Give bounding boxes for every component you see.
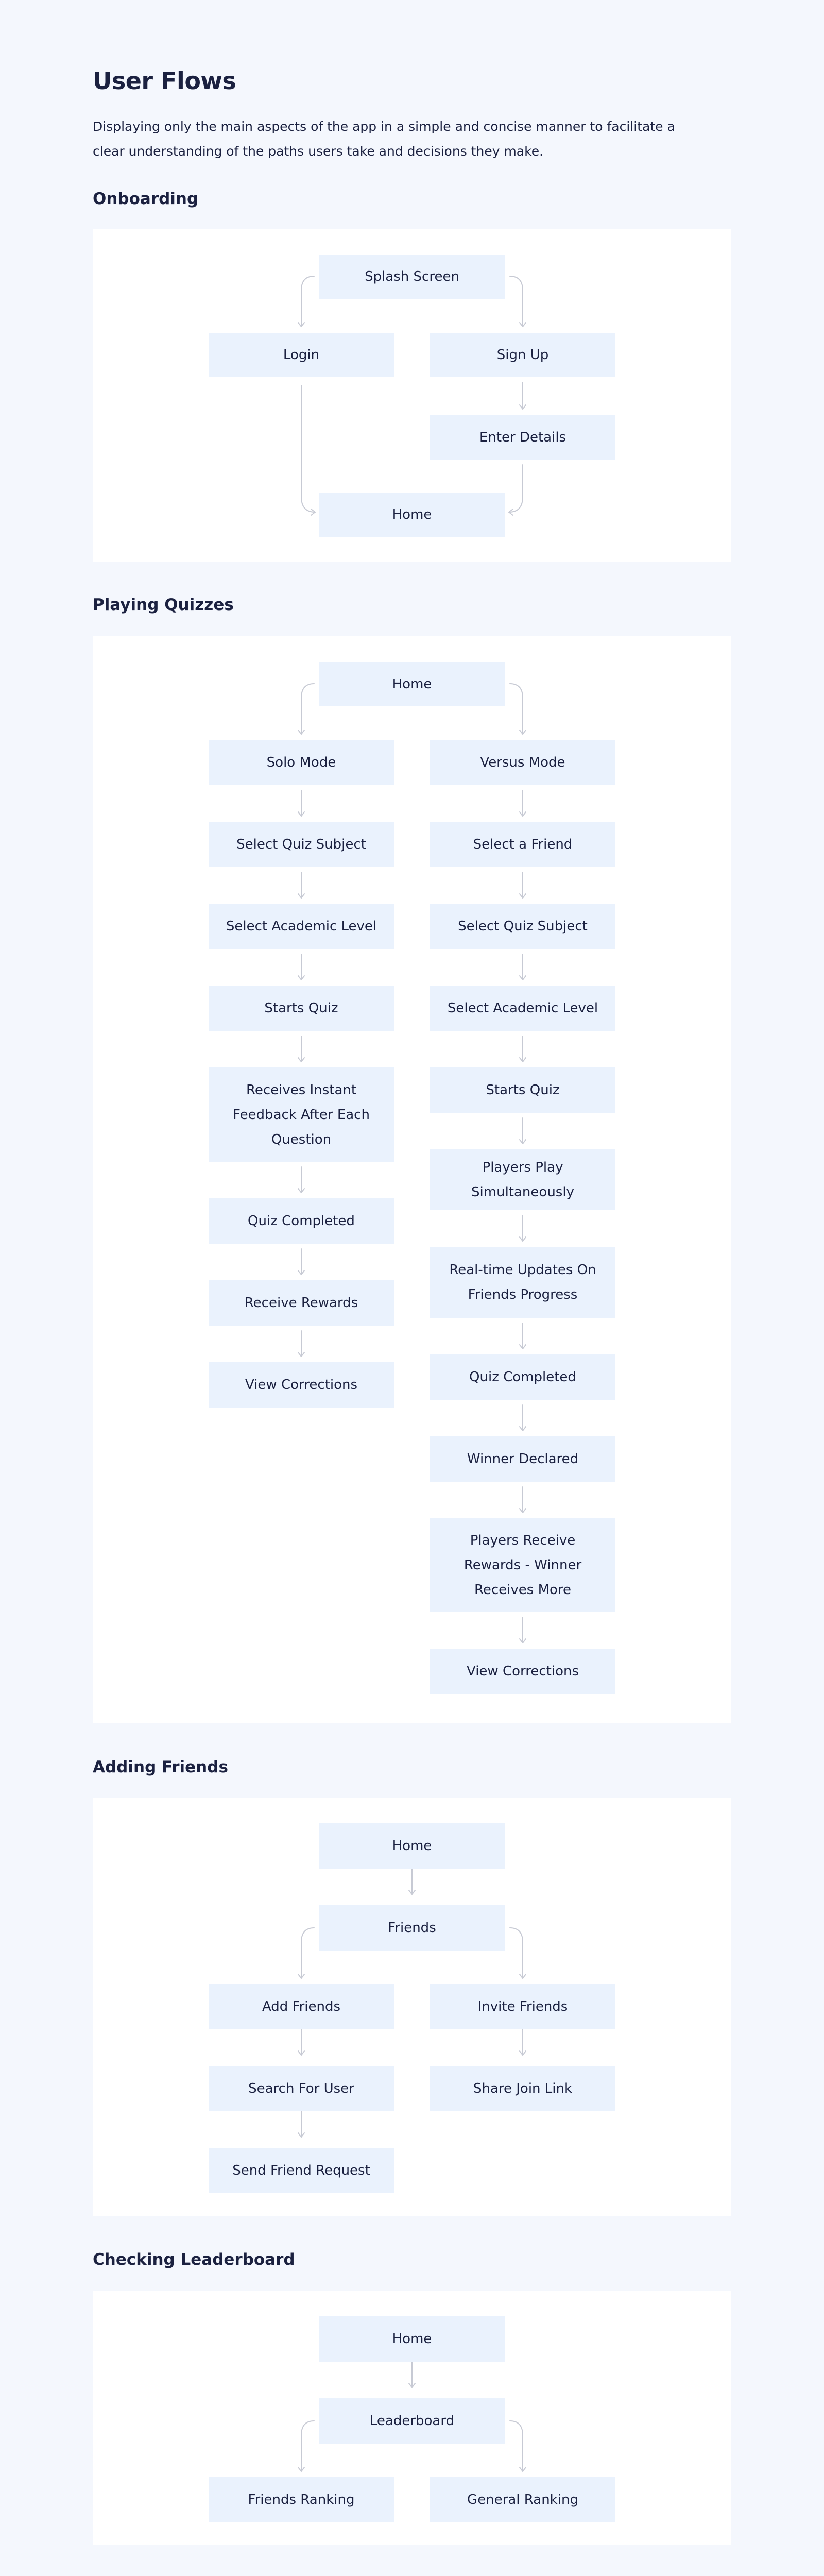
- connector-arrow: [520, 405, 526, 409]
- connector-arrow: [520, 1639, 526, 1643]
- connector-arrow: [520, 894, 526, 898]
- flow-node-friends-ranking: Friends Ranking: [209, 2477, 394, 2522]
- flow-node-versus-quiz-completed: Quiz Completed: [430, 1354, 615, 1400]
- page-title: User Flows: [93, 67, 236, 95]
- flow-node-solo-view-corrections: View Corrections: [209, 1362, 394, 1408]
- flow-node-add-friends: Add Friends: [209, 1984, 394, 2029]
- section-title-adding-friends: Adding Friends: [93, 1758, 228, 1776]
- section-title-onboarding: Onboarding: [93, 190, 199, 208]
- connector-arrow: [298, 1189, 304, 1193]
- connector-arrow: [298, 1058, 304, 1062]
- connector-arrow: [409, 2383, 415, 2387]
- flow-node-versus-winner-declared: Winner Declared: [430, 1436, 615, 1482]
- connector-arrow: [301, 276, 314, 327]
- flow-node-versus-play-simultaneously: Players Play Simultaneously: [430, 1149, 615, 1210]
- flow-node-solo-mode: Solo Mode: [209, 740, 394, 785]
- connector-arrow: [298, 730, 304, 734]
- connector-arrow: [510, 1928, 523, 1978]
- flow-node-versus-starts-quiz: Starts Quiz: [430, 1067, 615, 1113]
- flow-node-solo-receive-rewards: Receive Rewards: [209, 1280, 394, 1326]
- flow-node-versus-view-corrections: View Corrections: [430, 1649, 615, 1694]
- flow-node-versus-select-quiz-subject: Select Quiz Subject: [430, 904, 615, 949]
- flow-node-solo-select-quiz-subject: Select Quiz Subject: [209, 822, 394, 867]
- connector-arrow: [520, 1509, 526, 1513]
- flow-node-sign-up: Sign Up: [430, 333, 615, 377]
- flow-node-share-join-link: Share Join Link: [430, 2066, 615, 2111]
- connector-arrow: [298, 812, 304, 816]
- flow-node-leaderboard: Leaderboard: [319, 2398, 505, 2444]
- playing-quizzes-panel: [93, 636, 731, 1723]
- flow-node-solo-quiz-completed: Quiz Completed: [209, 1198, 394, 1244]
- flow-node-versus-real-time-updates: Real-time Updates On Friends Progress: [430, 1247, 615, 1318]
- connector-arrow: [520, 1237, 526, 1241]
- connector-arrow: [298, 323, 304, 327]
- connector-arrow: [520, 1345, 526, 1349]
- connector-arrow: [298, 2467, 304, 2471]
- connector-arrow: [311, 509, 315, 515]
- connector-arrow: [520, 1427, 526, 1431]
- connector-arrow: [520, 1058, 526, 1062]
- flow-node-login: Login: [209, 333, 394, 377]
- connector-arrow: [301, 684, 314, 734]
- section-title-playing-quizzes: Playing Quizzes: [93, 596, 234, 614]
- connector-arrow: [298, 1974, 304, 1978]
- connector-arrow: [520, 2051, 526, 2055]
- flow-node-invite-friends: Invite Friends: [430, 1984, 615, 2029]
- flow-node-enter-details: Enter Details: [430, 415, 615, 460]
- onboarding-panel: [93, 229, 731, 562]
- flow-node-home: Home: [319, 1823, 505, 1869]
- connector-arrow: [509, 465, 523, 512]
- flow-node-solo-starts-quiz: Starts Quiz: [209, 986, 394, 1031]
- flow-node-splash-screen: Splash Screen: [319, 255, 505, 299]
- flow-node-search-for-user: Search For User: [209, 2066, 394, 2111]
- connector-arrow: [520, 812, 526, 816]
- connector-arrow: [510, 2421, 523, 2471]
- flow-node-versus-select-friend: Select a Friend: [430, 822, 615, 867]
- connector-arrow: [298, 976, 304, 980]
- flow-node-send-friend-request: Send Friend Request: [209, 2148, 394, 2193]
- flow-node-friends: Friends: [319, 1905, 505, 1951]
- connector-arrow: [298, 2051, 304, 2055]
- connector-arrow: [520, 323, 526, 327]
- connector-arrow: [298, 1270, 304, 1275]
- connector-arrow: [520, 730, 526, 734]
- connector-arrow: [301, 1928, 314, 1978]
- adding-friends-panel: [93, 1798, 731, 2216]
- flow-node-home: Home: [319, 493, 505, 537]
- section-title-checking-leaderboard: Checking Leaderboard: [93, 2250, 295, 2269]
- connector-arrow: [520, 1974, 526, 1978]
- page-description: Displaying only the main aspects of the app in a simple and concise manner to facilitate a clear understanding of the paths users take and decisions they make.: [93, 119, 675, 159]
- connector-arrow: [301, 385, 315, 512]
- connector-arrow: [298, 2133, 304, 2137]
- connector-arrow: [509, 509, 513, 515]
- flow-node-solo-select-academic-level: Select Academic Level: [209, 904, 394, 949]
- connector-arrow: [298, 1352, 304, 1357]
- flow-node-home: Home: [319, 2316, 505, 2362]
- flow-node-versus-players-receive-rewards: Players Receive Rewards - Winner Receives More: [430, 1518, 615, 1612]
- connector-arrow: [520, 2467, 526, 2471]
- flow-node-solo-instant-feedback: Receives Instant Feedback After Each Question: [209, 1067, 394, 1162]
- connector-arrow: [520, 976, 526, 980]
- connector-arrow: [298, 894, 304, 898]
- playing-quizzes-connectors: [93, 636, 731, 1723]
- leaderboard-panel: [93, 2291, 731, 2545]
- flow-node-home: Home: [319, 662, 505, 706]
- flow-node-general-ranking: General Ranking: [430, 2477, 615, 2522]
- flow-node-versus-mode: Versus Mode: [430, 740, 615, 785]
- connector-arrow: [510, 684, 523, 734]
- connector-arrow: [409, 1890, 415, 1894]
- flow-node-versus-select-academic-level: Select Academic Level: [430, 986, 615, 1031]
- connector-arrow: [510, 276, 523, 327]
- connector-arrow: [301, 2421, 314, 2471]
- connector-arrow: [520, 1140, 526, 1144]
